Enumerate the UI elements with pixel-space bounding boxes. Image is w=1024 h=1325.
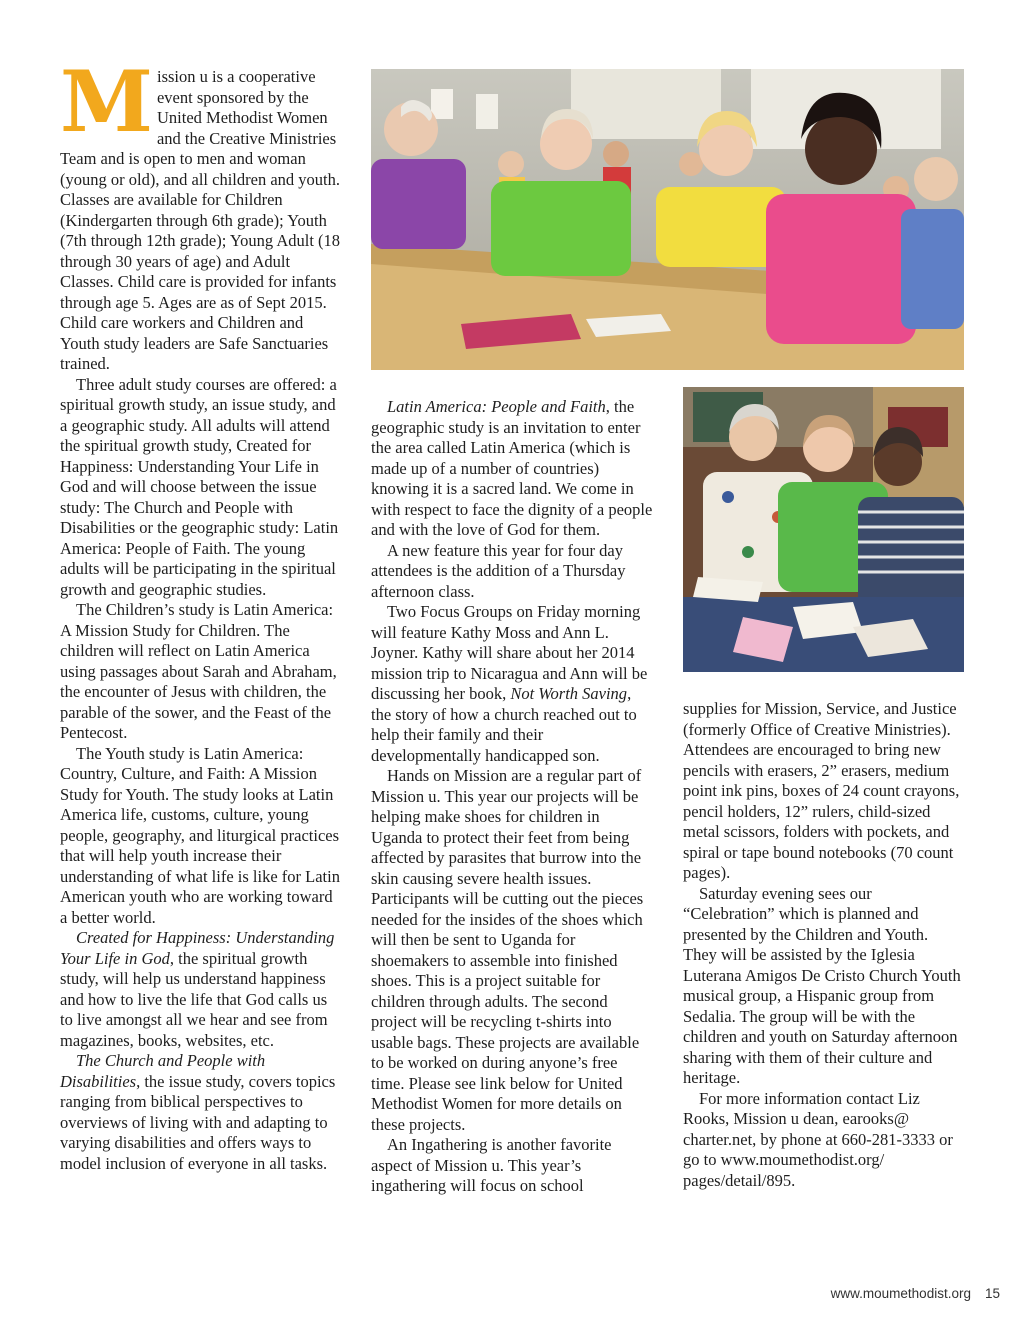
study-title: Latin America: People and Faith bbox=[387, 397, 606, 416]
paragraph-geographic-study bbox=[371, 397, 653, 541]
paragraph-text: , the issue study, covers topics ranging from biblical perspectives to overviews of living with and adapting to varying disabilities and offers ways to model inclusion of everyone in all tasks. bbox=[60, 1071, 336, 1173]
paragraph-focus-groups bbox=[371, 602, 653, 766]
drop-cap: M bbox=[60, 52, 153, 151]
paragraph-children-study: The Children’s study is Latin America: A Mission Study for Children. The children will reflect on Latin America using passages about Sarah and Abraham, the encounter of Jesus with children, the parable of the sower, and the Feast of the Pentecost. bbox=[60, 600, 337, 742]
paragraph-text: Two Focus Groups on Friday morning will feature Kathy Moss and Ann L. Joyner. Kathy will share about her 2014 mission trip to Nicaragua and Ann will be discussing her book, bbox=[371, 602, 648, 703]
page-footer bbox=[700, 1286, 1000, 1301]
paragraph-adult-studies: Three adult study courses are offered: a spiritual growth study, an issue study, and a geographic study. All adults will attend the spiritual growth study, Created for Happiness: Understanding Your Life in God and will choose between the issue study: The Church and People with Disabilities or the geographic study: Latin America: People of Faith. The young adults will be participating in the spiritual growth and geographic studies. bbox=[60, 374, 339, 599]
paragraph-spiritual-growth bbox=[60, 928, 342, 1051]
book-title: Not Worth Saving bbox=[510, 684, 628, 703]
photo-classroom-discussion bbox=[371, 69, 964, 370]
paragraph-text: , the spiritual growth study, will help us understand happiness and how to live the life that God calls us to live amongst all we hear and see from magazines, books, websites, etc. bbox=[60, 948, 328, 1050]
paragraph-contact-info: For more information contact Liz Rooks, Mission u dean, earooks@ charter.net, by phone at 660-281-3333 or go to www.moumethodist.org/ pages/detail/895. bbox=[683, 1088, 953, 1190]
paragraph-hands-on-mission: Hands on Mission are a regular part of Mission u. This year our projects will be helping make shoes for children in Uganda to protect their feet from being affected by parasites that burrow into the skin causing severe health issues. Participants will be cutting out the pieces needed for the insides of the shoes which will then be sent to Uganda for shoemakers to assemble into finished shoes. This is a project suitable for children through adults. The second project will be recycling t-shirts into usable bags. These projects are available to be worked on during anyone’s free time. Please see link below for United Methodist Women for more details on these projects. bbox=[371, 766, 644, 1134]
paragraph-youth-study: The Youth study is Latin America: Country, Culture, and Faith: A Mission Study for Youth. The study looks at Latin America life, customs, culture, young people, geography, and liturgical practices that will help youth increase their understanding of what life is like for Latin American youth who are working toward a better world. bbox=[60, 743, 340, 927]
paragraph-ingathering: An Ingathering is another favorite aspect of Mission u. This year’s ingathering will focus on school bbox=[371, 1135, 612, 1195]
paragraph-school-supplies: supplies for Mission, Service, and Justice (formerly Office of Creative Ministries). Attendees are encouraged to bring new pencils with erasers, 2” erasers, medium point ink pins, boxes of 24 count crayons, pencil holders, 12” rulers, child-sized metal scissors, folders with pockets, and spiral or tape bound notebooks (70 count pages). bbox=[683, 699, 960, 882]
photo-illustration bbox=[683, 387, 964, 672]
study-title: Created for Happiness: Understanding Your Life in God bbox=[60, 928, 335, 968]
paragraph-text: , the story of how a church reached out to help their family and their developmentally handicapped son. bbox=[371, 684, 637, 765]
photo-women-reading bbox=[683, 387, 964, 672]
photo-illustration bbox=[371, 69, 964, 370]
article-column-3 bbox=[683, 699, 965, 1191]
footer-website-url: www.moumethodist.org bbox=[830, 1286, 971, 1301]
paragraph-text: , the geographic study is an invitation to enter the area called Latin America (which is made up of a number of countries) knowing it is a sacred land. We come in with respect to face the dignity of a people and with the love of God for them. bbox=[371, 397, 653, 539]
paragraph-celebration: Saturday evening sees our “Celebration” which is planned and presented by the Children and Youth. They will be assisted by the Iglesia Luterana Amigos De Cristo Church Youth musical group, a Hispanic group from Sedalia. The group will be with the children and youth on Saturday afternoon sharing with them of their culture and heritage. bbox=[683, 883, 961, 1087]
paragraph-text: ission u is a cooperative event sponsored by the United Methodist Women and the Creative Ministries Team and is open to men and woman (young or old), and all children and youth. Classes are available for Children (Kindergarten through 6th grade); Youth (7th through 12th grade); Young Adult (18 through 30 years of age) and Adult Classes. Child care is provided for infants through age 5. Ages are as of Sept 2015. Child care workers and Children and Youth study leaders are Safe Sanctuaries trained. bbox=[60, 67, 341, 373]
paragraph-issue-study bbox=[60, 1051, 342, 1174]
paragraph-intro bbox=[60, 52, 342, 375]
page-number: 15 bbox=[984, 1286, 1000, 1301]
paragraph-thursday-class: A new feature this year for four day attendees is the addition of a Thursday afternoon class. bbox=[371, 540, 626, 601]
article-column-1 bbox=[60, 52, 342, 1174]
study-title: The Church and People with Disabilities bbox=[60, 1051, 266, 1091]
article-column-2 bbox=[371, 397, 653, 1197]
